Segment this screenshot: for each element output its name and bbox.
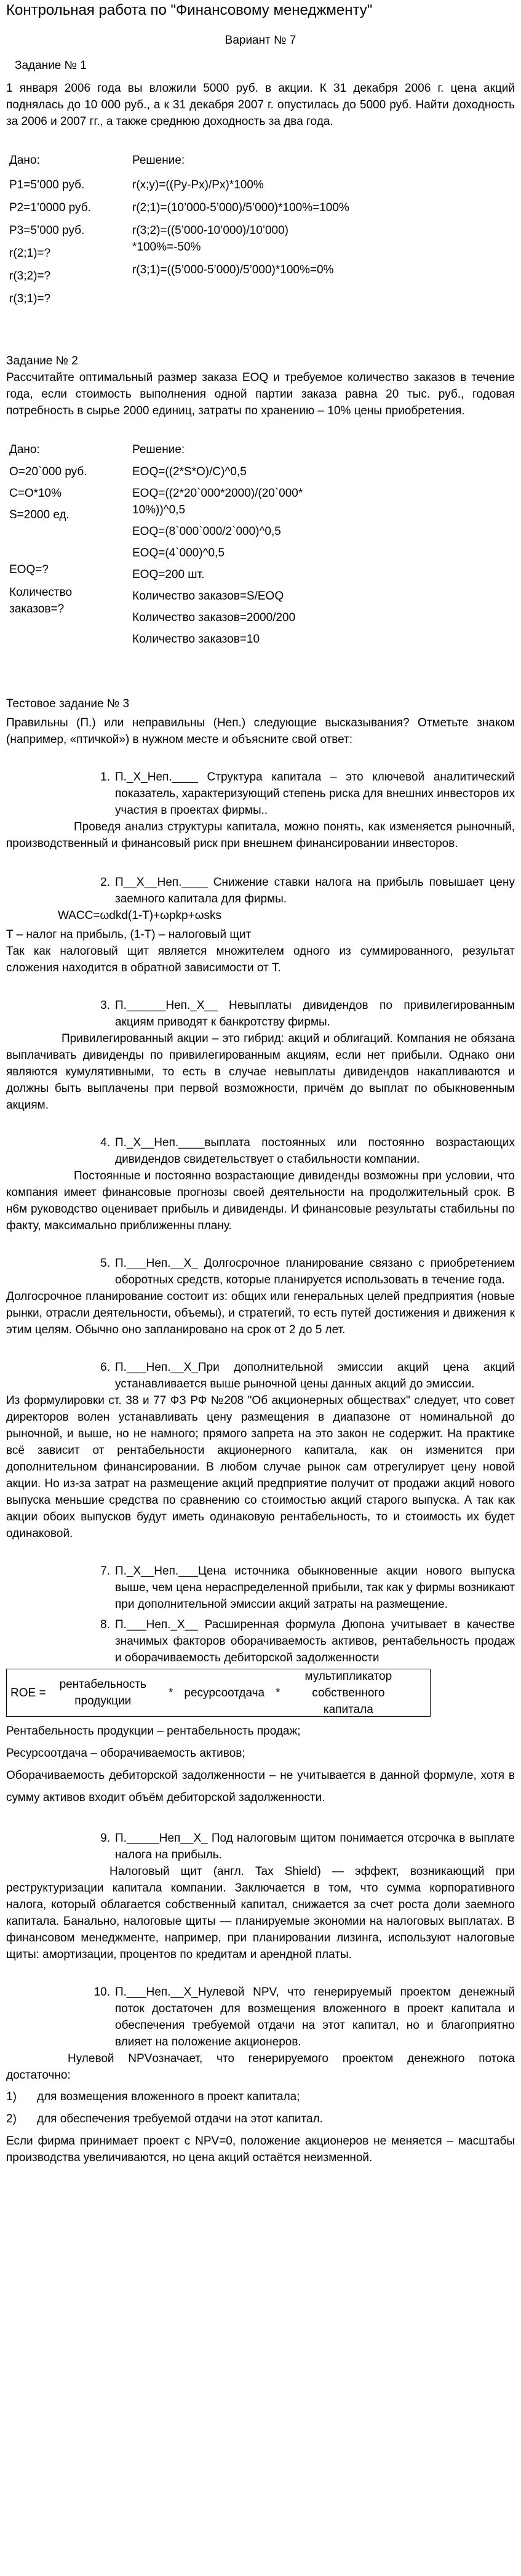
task1-solution-row: *100%=-50% <box>132 241 201 254</box>
task2-text: Рассчитайте оптимальный размер заказа EOQ и требуемое количество заказов в течение года, если стоимость выполнения одной партии заказа равна 20 тыс. руб., годовая потребность в сырье 2000 единиц, затраты по хранению – 10% цены приобретения. <box>6 371 515 417</box>
task2-given-row: O=20`000 руб. <box>9 465 87 478</box>
test-item-explanation: Налоговый щит (англ. Tax Shield) — эффект, возникающий при реструктуризации капитала компании. Заключается в том, что сумма корпоративного налога, который облагается собственный капитал, снижается за счет роста доли заемного капитала. Банально, налоговые щиты — планируемые экономии на налоговых выплатах. В финансовом менеджменте, например, при планировании лизинга, используют налоговые щиты: амортизации, процентов по кредитам и арендной платы. <box>6 1865 515 1961</box>
task3-heading: Тестовое задание № 3 <box>6 697 130 710</box>
task2-solution-row: EOQ=((2*S*O)/C)^0,5 <box>132 465 247 478</box>
npv-list-number: 2) <box>6 2113 17 2125</box>
npv-list-text: для возмещения вложенного в проект капитала; <box>37 2090 300 2103</box>
npv-list <box>6 2086 515 2130</box>
test-item-explanation: T – налог на прибыль, (1-T) – налоговый щит Так как налоговый щит является множителем одного из суммированного, результат сложения находится в обратной зависимости от Т. <box>6 928 515 974</box>
npv-list-item <box>6 2108 515 2130</box>
roe-factor-turnover: ресурсоотдача <box>184 1686 265 1699</box>
task2-solution-row: 10%))^0,5 <box>132 504 186 516</box>
task2-solution-row: Количество заказов=S/EOQ <box>132 590 284 603</box>
test-item-number: 9. <box>100 1832 110 1845</box>
roe-label: ROE = <box>10 1686 46 1699</box>
test-item-number: 3. <box>100 999 110 1012</box>
task2-given-column <box>6 441 132 648</box>
test-item-3 <box>92 997 515 1030</box>
task1-given-row: P2=1’0000 руб. <box>9 201 91 214</box>
task2-heading: Задание № 2 <box>6 355 78 367</box>
test-item-10 <box>92 1984 515 2050</box>
task1-given-row: P3=5’000 руб. <box>9 224 85 237</box>
task1-solution-row: r(x;y)=((Py-Px)/Px)*100% <box>132 179 264 191</box>
roe-factor-line: продукции <box>74 1695 132 1707</box>
test-item-1 <box>92 769 515 819</box>
roe-factor-profitability <box>60 1676 146 1709</box>
test-item-number: 1. <box>100 771 110 784</box>
task1-solution-table <box>6 152 515 307</box>
test-item-statement: П.___Неп.__Х_Нулевой NPV, что генерируемый проектом денежный поток достаточен для возмещения вложенного в проект капитала и обеспечения требуемой отдачи на этот капитал, но и благоприятно влияет на положение акционеров. <box>115 1986 515 2048</box>
test-item-2 <box>92 874 515 907</box>
task2-solution-row: EOQ=200 шт. <box>132 568 205 581</box>
test-item-explanation: Постоянные и постоянно возрастающие дивиденды возможны при условии, что компания имеет финансовые прогнозы своей деятельности на продолжительный срок. В н6м руководство оценивает прибыль и дивиденды. И финансовые результаты стабильны по факту, максимально приближенны плану. <box>6 1170 515 1232</box>
test-item-9 <box>92 1830 515 1863</box>
test-item-explanation: Привилегированный акции – это гибрид: акций и облигаций. Компания не обязана выплачивать дивиденды по привилегированным акциям, если нет прибыли. Однако они являются кумулятивными, то есть в случае невыплаты дивидендов накапливаются и должны быть выплачены при первой возможности, причём до выплат по обыкновенным акциям. <box>6 1032 515 1112</box>
npv-list-item <box>6 2086 515 2108</box>
test-item-explanation: Проведя анализ структуры капитала, можно понять, как изменяется рыночный, производственный и финансовый риск при внешнем финансировании инвесторов. <box>6 821 515 850</box>
test-item-explanation: Из формулировки ст. 38 и 77 ФЗ РФ №208 "Об акционерных обществах" следует, что совет директоров волен устанавливать цену размещения в диапазоне от номинальной до рыночной, и выше, но не намного; прямого запрета на это закон не содержит. На практике всё зависит от рентабельности акционерного капитала, как он изменится при дополнительном финансировании. В любом случае рынок сам отрегулирует цену новой акции. Но из-за затрат на размещение акций предприятие получит от продажи акций нового выпуска меньшие средства по сравнению со стоимостью акций старого выпуска. А так как акции обоих выпусков будут иметь одинаковую рентабельность, то и стоимость их будет одинаковой. <box>6 1394 515 1540</box>
task2-solution-table <box>6 441 515 648</box>
test-item-number: 4. <box>100 1136 110 1149</box>
task3-intro: Правильны (П.) или неправильны (Неп.) следующие высказывания? Отметьте знаком (например, «птичкой») в нужном месте и объясните свой ответ: <box>6 716 515 746</box>
roe-operator: * <box>276 1686 280 1699</box>
test-item-statement: П._Х__Неп.____выплата постоянных или постоянно возрастающих дивидендов свидетельствует о стабильности компании. <box>115 1136 515 1166</box>
test-item-5 <box>92 1255 515 1288</box>
task2-solution-row: EOQ=(4`000)^0,5 <box>132 547 225 560</box>
wacc-formula: WACC=ωdkd(1-T)+ωpkp+ωsks <box>58 909 222 922</box>
test-item-explanation: Рентабельность продукции – рентабельность продаж; Ресурсоотдача – оборачиваемость активов; Оборачиваемость дебиторской задолженности – не учитывается в данной формуле, хотя в сумму активов входит объём дебиторской задолженности. <box>6 1725 515 1804</box>
roe-factor-line: мультипликатор <box>304 1669 392 1683</box>
test-item-explanation: Долгосрочное планирование состоит из: общих или генеральных целей предприятия (новые рынки, отрасли деятельности, объемы), и стратегий, то есть путей достижения и движения к этим целям. Обычно оно запланировано на срок от 2 до 5 лет. <box>6 1290 515 1336</box>
task2-given-row: Количество <box>9 586 73 599</box>
task2-given-row: S=2000 ед. <box>9 508 70 521</box>
test-item-6 <box>92 1359 515 1392</box>
roe-operator: * <box>169 1686 173 1699</box>
test-item-statement: П.___Неп._Х__ Расширенная формула Дюпона учитывает в качестве значимых факторов оборачиваемость активов, рентабельность продаж и оборачиваемость дебиторской задолженности <box>115 1618 515 1664</box>
test-item-statement: П._Х__Неп.___Цена источника обыкновенные акции нового выпуска выше, чем цена нераспределенной прибыли, так как у фирмы возникают при дополнительной эмиссии акций затраты на размещение. <box>115 1565 515 1611</box>
task1-heading: Задание № 1 <box>15 59 87 72</box>
test-item-number: 8. <box>100 1618 110 1631</box>
roe-factor-line: рентабельность <box>59 1678 146 1691</box>
task1-solution-label: Решение: <box>132 154 185 167</box>
task2-given-row: заказов=? <box>9 603 65 616</box>
test-item-statement: П.______Неп._Х__ Невыплаты дивидендов по привилегированным акциям приводят к банкротству фирмы. <box>115 999 515 1029</box>
task1-solution-column <box>132 152 515 307</box>
task2-solution-row: Количество заказов=2000/200 <box>132 611 296 624</box>
roe-factor-line: собственного <box>312 1686 385 1699</box>
task2-given-row: EOQ=? <box>9 563 49 576</box>
document-title: Контрольная работа по "Финансовому менеджменту" <box>6 2 373 18</box>
task1-text: 1 января 2006 года вы вложили 5000 руб. в акции. К 31 декабря 2006 г. цена акций поднялась до 10 000 руб., а к 31 декабря 2007 г. опустилась до 5000 руб. Найти доходность за 2006 и 2007 гг., а также среднюю доходность за два года. <box>6 82 515 128</box>
task2-given-row: C=O*10% <box>9 487 62 500</box>
task2-solution-row: EOQ=((2*20`000*2000)/(20`000* <box>132 487 303 500</box>
test-item-number: 7. <box>100 1565 110 1578</box>
task1-solution-row: r(3;1)=((5’000-5’000)/5’000)*100%=0% <box>132 263 334 276</box>
test-item-statement: П._Х_Неп.____ Структура капитала – это ключевой аналитический показатель, характеризующий степень риска для внешних инвесторов их участия в проектах фирмы.. <box>115 771 515 817</box>
task1-given-row: r(2;1)=? <box>9 247 51 260</box>
npv-conclusion: Если фирма принимает проект с NPV=0, положение акционеров не меняется – масштабы производства увеличиваются, но цена акций остаётся неизменной. <box>6 2135 515 2164</box>
test-item-statement: П.___Неп.__Х_ Долгосрочное планирование связано с приобретением оборотных средств, которые планируется использовать в течение года. <box>115 1257 515 1286</box>
task2-solution-column <box>132 441 515 648</box>
npv-list-number: 1) <box>6 2090 17 2103</box>
task1-given-row: r(3;1)=? <box>9 292 51 305</box>
task1-given-row: r(3;2)=? <box>9 270 51 283</box>
test-item-explanation: Нулевой NPVозначает, что генерируемого проектом денежного потока достаточно: <box>6 2052 515 2082</box>
task1-solution-row: r(3;2)=((5’000-10’000)/10’000) <box>132 224 289 237</box>
test-item-7 <box>92 1563 515 1613</box>
task1-given-column <box>6 152 132 307</box>
task2-given-label: Дано: <box>9 443 40 456</box>
npv-list-text: для обеспечения требуемой отдачи на этот капитал. <box>37 2113 323 2125</box>
task2-solution-label: Решение: <box>132 443 185 456</box>
test-item-statement: П__Х__Неп.____ Снижение ставки налога на прибыль повышает цену заемного капитала для фирмы. <box>115 876 515 905</box>
roe-factor-line: капитала <box>323 1703 373 1716</box>
test-item-number: 6. <box>100 1361 110 1374</box>
roe-factor-multiplier <box>305 1668 392 1718</box>
dupont-formula-box <box>6 1669 431 1717</box>
task2-solution-row: EOQ=(8`000`000/2`000)^0,5 <box>132 525 281 538</box>
task1-given-row: P1=5’000 руб. <box>9 179 85 191</box>
task1-given-label: Дано: <box>9 154 40 167</box>
test-item-8 <box>92 1616 515 1666</box>
test-item-number: 2. <box>100 876 110 889</box>
task1-solution-row: r(2;1)=(10’000-5’000)/5’000)*100%=100% <box>132 201 349 214</box>
task2-solution-row: Количество заказов=10 <box>132 633 260 646</box>
test-item-number: 5. <box>100 1257 110 1270</box>
variant-label: Вариант № 7 <box>225 34 296 47</box>
test-item-4 <box>92 1134 515 1168</box>
test-item-statement: П.___Неп.__Х_При дополнительной эмиссии акций цена акций устанавливается выше рыночной цены данных акций до эмиссии. <box>115 1361 515 1390</box>
test-item-statement: П._____Неп__Х_ Под налоговым щитом понимается отсрочка в выплате налога на прибыль. <box>115 1832 515 1861</box>
test-item-number: 10. <box>93 1986 110 1999</box>
